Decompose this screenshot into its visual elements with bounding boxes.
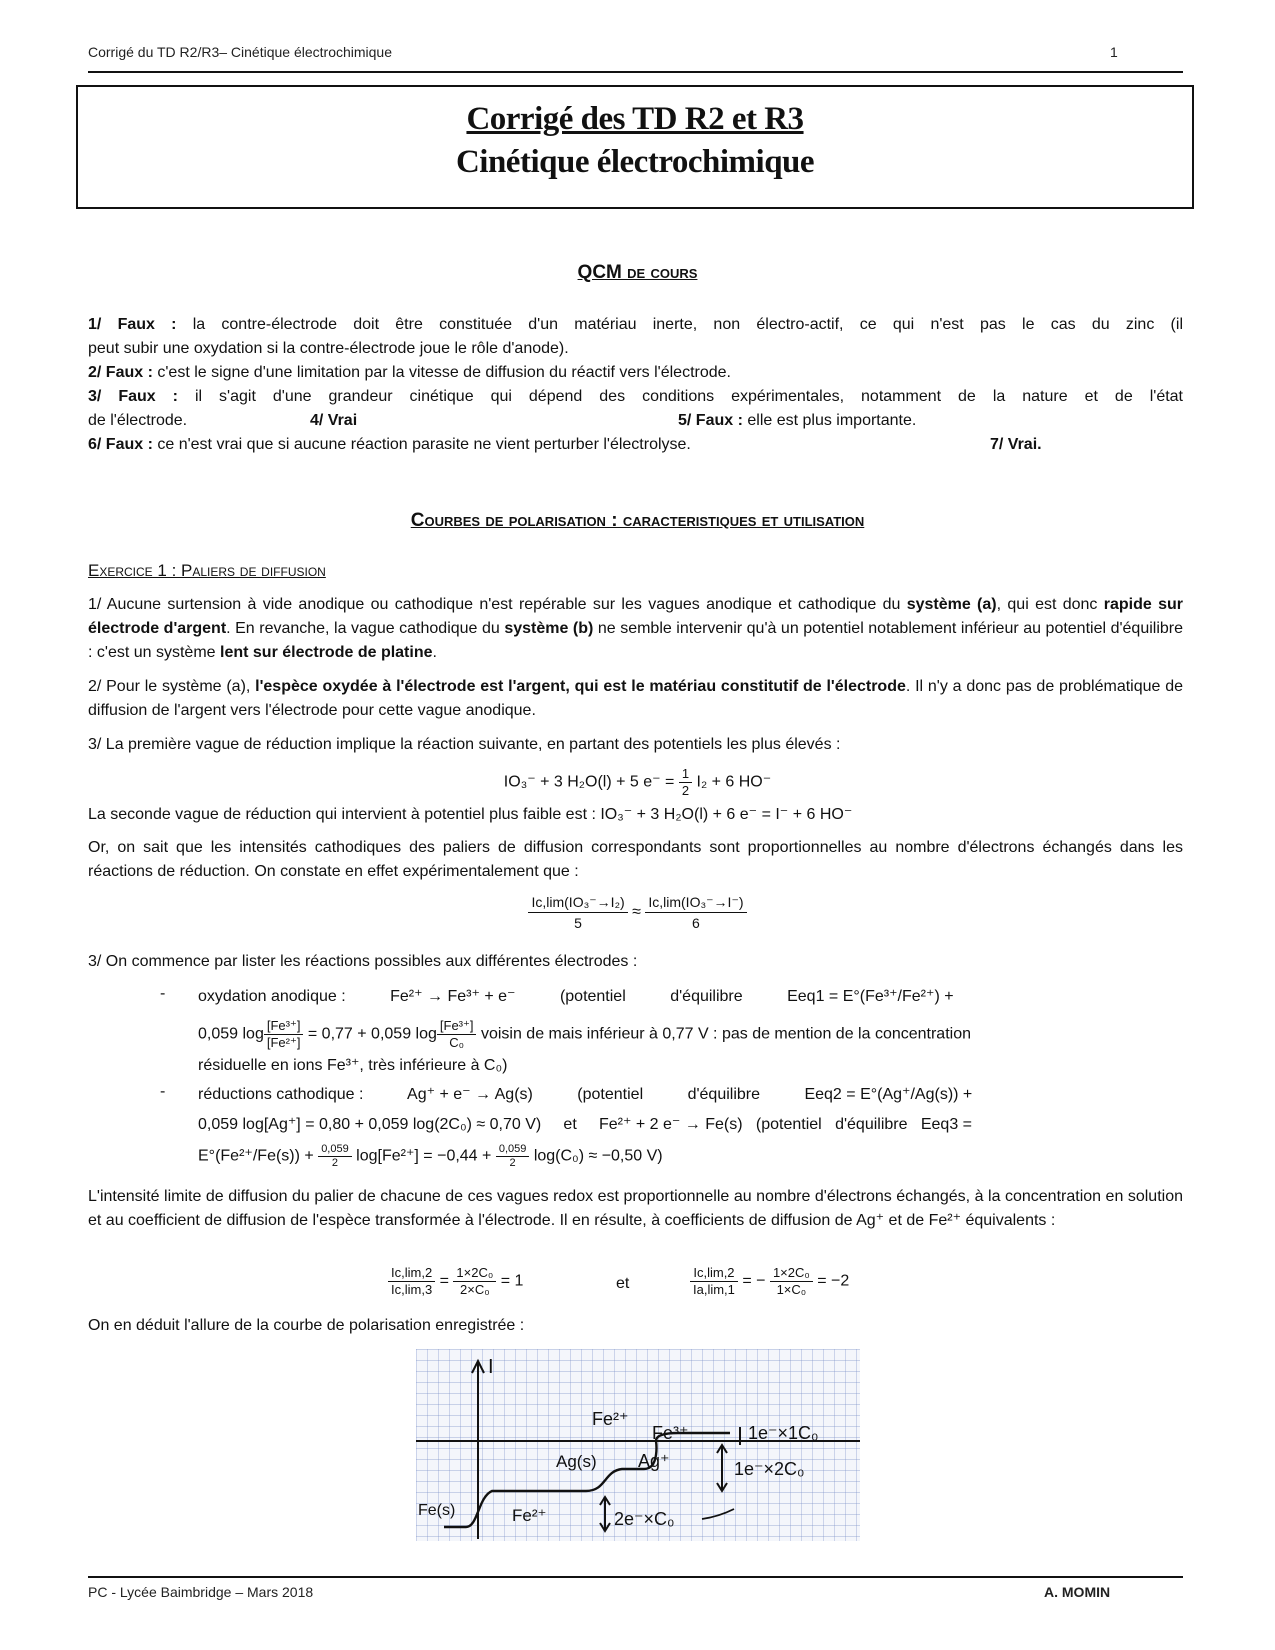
qcm-answer-6: 6/ Faux : ce n'est vrai que si aucune réaction parasite ne vient perturber l'électrolyse. — [88, 436, 691, 453]
graph-label-fe2-top: Fe²⁺ — [592, 1409, 629, 1429]
qcm-answer-7: 7/ Vrai. — [990, 436, 1042, 453]
title-box — [76, 85, 1194, 209]
bullet-1-line-2: 0,059 log $\frac{\text{[Fe³⁺]}}{\text{[Fe²⁺]}}$ = 0,77 + 0,059 log $\frac{\text{[Fe³⁺]}}{\text{C₀}}$ voisin de mais inférieur à 0,77 V : pas de mention de la concentration — [198, 1018, 971, 1050]
section-polarisation-heading: Courbes de polarisation : caracteristiques et utilisation — [410, 510, 865, 531]
bullet-2-marker: - — [160, 1083, 166, 1100]
qcm-answer-4: 4/ Vrai — [310, 412, 358, 429]
header-rule — [88, 71, 1183, 73]
bullet-2-line-2: 0,059 log[Ag⁺] = 0,80 + 0,059 log(2C₀) ≈ 0,70 V) et Fe²⁺ + 2 e⁻ → Fe(s) (potentiel d'équilibre Eeq3 = — [198, 1116, 972, 1133]
footer-rule — [88, 1576, 1183, 1578]
exercise-1-paragraph-1: 1/ Aucune surtension à vide anodique ou cathodique n'est repérable sur les vagues anodique et cathodique du système (a), qui est donc rapide sur électrode d'argent. En revanche, la vague cathodique du système (b) ne semble intervenir qu'à un potentiel notablement inférieur au potentiel d'équilibre : c'est un système lent sur électrode de platine. — [88, 596, 1184, 661]
exercise-1-paragraph-4: La seconde vague de réduction qui intervient à potentiel plus faible est : IO₃⁻ + 3 H₂O(l) + 6 e⁻ = I⁻ + 6 HO⁻ — [88, 806, 853, 823]
equation-limit-ratios: $\frac{Ic,\lim,2}{Ic,\lim,3}$ = $\frac{\text{1×2C₀}}{\text{2×C₀}}$ = 1 — [388, 1265, 523, 1298]
title-line-1: Corrigé des TD R2 et R3 — [466, 101, 804, 137]
exercise-1-paragraph-2: 2/ Pour le système (a), l'espèce oxydée à l'électrode est l'argent, qui est le matériau constitutif de l'électrode. Il n'y a donc pas de problématique de diffusion de l'argent vers l'électrode pour cette vague anodique. — [88, 678, 1184, 719]
page-number: 1 — [1110, 44, 1118, 60]
bullet-2-line-1: réductions cathodique : Ag⁺ + e⁻ → Ag(s) (potentiel d'équilibre Eeq2 = E°(Ag⁺/Ag(s)) + — [198, 1086, 973, 1103]
bullet-2-line-3: E°(Fe²⁺/Fe(s)) + $\frac{0,059}{2}$ log[Fe²⁺] = −0,44 + $\frac{0,059}{2}$ log(C₀) ≈ −0,50 V) — [198, 1143, 663, 1169]
exercise-1-paragraph-6: 3/ On commence par lister les réactions possibles aux différentes électrodes : — [88, 953, 638, 970]
exercise-1-paragraph-7: L'intensité limite de diffusion du palier de chacune de ces vagues redox est proportionnelle au nombre d'électrons échangés, à la concentration en solution et au coefficient de diffusion de l'espèce transformée à l'électrode. Il en résulte, à coefficients de diffusion de Ag⁺ et de Fe²⁺ équivalents : — [88, 1188, 1183, 1229]
qcm-answer-3: 3/ Faux : il s'agit d'une grandeur cinétique qui dépend des conditions expérimentales, notamment de la nature et de l'état — [88, 388, 1184, 405]
graph-label-fe-s: Fe(s) — [418, 1502, 456, 1519]
footer-left: PC - Lycée Baimbridge – Mars 2018 — [88, 1584, 314, 1600]
graph-label-step1: 1e⁻×1C₀ — [748, 1423, 819, 1443]
graph-label-fe3: Fe³⁺ — [652, 1423, 689, 1443]
exercise-1-heading: Exercice 1 : Paliers de diffusion — [88, 561, 326, 580]
exercise-1-paragraph-3: 3/ La première vague de réduction implique la réaction suivante, en partant des potentiels les plus élevés : — [88, 736, 841, 753]
qcm-answer-2: 2/ Faux : c'est le signe d'une limitation par la vitesse de diffusion du réactif vers l'électrode. — [88, 364, 731, 381]
graph-axis-label: I — [488, 1356, 494, 1378]
equation-limit-ratios-2: $\frac{Ic,\lim,2}{Ia,\lim,1}$ = − $\frac{\text{1×2C₀}}{\text{1×C₀}}$ = −2 — [690, 1265, 849, 1298]
equation-iodate-iodine: IO₃⁻ + 3 H₂O(l) + 5 e⁻ = $\frac{1}{2}$ I₂ + 6 HO⁻ — [503, 766, 772, 798]
graph-label-ag-s: Ag(s) — [556, 1452, 597, 1471]
graph-label-step2: 1e⁻×2C₀ — [734, 1459, 805, 1479]
qcm-answer-3-cont: de l'électrode. — [88, 412, 188, 429]
exercise-1-paragraph-5: Or, on sait que les intensités cathodiques des paliers de diffusion correspondants sont proportionnelles au nombre d'électrons échangés dans les réactions de réduction. On constate en effet expérimentalement que : — [88, 839, 1183, 880]
footer-author: A. MOMIN — [1044, 1584, 1111, 1600]
qcm-answer-1-cont: peut subir une oxydation si la contre-électrode joue le rôle d'anode). — [88, 340, 569, 357]
qcm-answer-5: 5/ Faux : elle est plus importante. — [678, 412, 917, 429]
graph-label-fe2-bottom: Fe²⁺ — [512, 1506, 547, 1525]
bullet-1-line-1: oxydation anodique : Fe²⁺ → Fe³⁺ + e⁻ (potentiel d'équilibre Eeq1 = E°(Fe³⁺/Fe²⁺) + — [198, 988, 954, 1005]
bullet-1-marker: - — [160, 985, 166, 1002]
graph-label-step3: 2e⁻×C₀ — [614, 1509, 675, 1529]
qcm-answer-1: 1/ Faux : la contre-électrode doit être constituée d'un matériau inerte, non électro-actif, ce qui n'est pas le cas du zinc (il — [88, 316, 1183, 333]
polarisation-curve-sketch — [416, 1349, 860, 1541]
running-header: Corrigé du TD R2/R3– Cinétique électrochimique — [88, 44, 393, 60]
equation-et: et — [616, 1275, 630, 1292]
equation-current-ratio: $\frac{\text{Ic,lim(IO₃⁻→I₂)}}{5}$ ≈ $\frac{\text{Ic,lim(IO₃⁻→I⁻)}}{6}$ — [0, 892, 1275, 933]
title-line-2: Cinétique électrochimique — [455, 144, 815, 180]
bullet-1-line-3: résiduelle en ions Fe³⁺, très inférieure à C₀) — [198, 1057, 508, 1074]
graph-label-ag-plus: Ag⁺ — [638, 1451, 670, 1471]
qcm-heading: QCM de cours — [577, 262, 698, 283]
exercise-1-paragraph-8: On en déduit l'allure de la courbe de polarisation enregistrée : — [88, 1317, 525, 1334]
